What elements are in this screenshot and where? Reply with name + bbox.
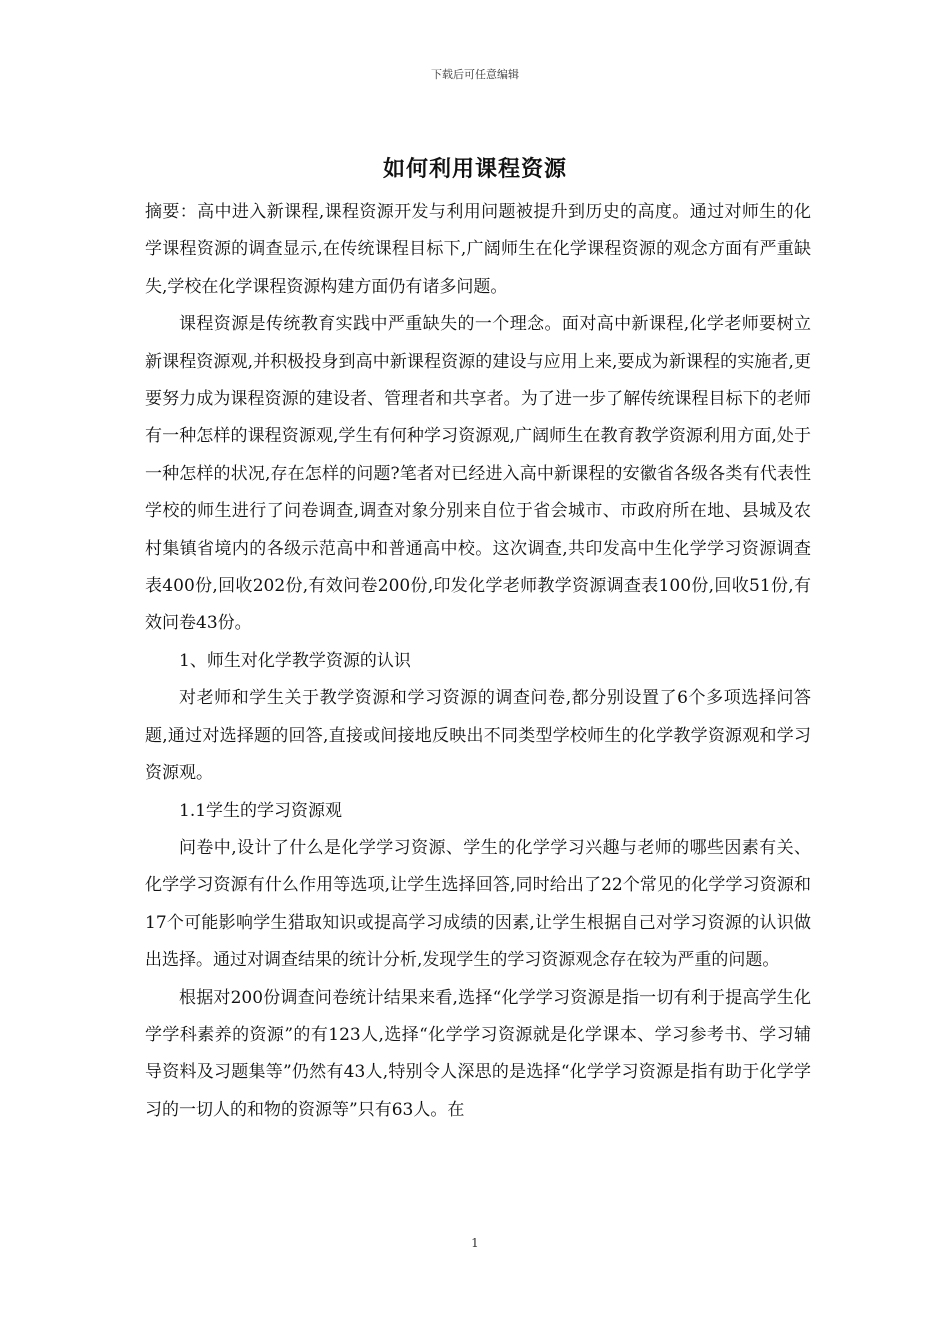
document-body (145, 194, 811, 1129)
abstract-paragraph: 摘要：高中进入新课程,课程资源开发与利用问题被提升到历史的高度。通过对师生的化学课程资源的调查显示,在传统课程目标下,广阔师生在化学课程资源的观念方面有严重缺失,学校在化学课程资源构建方面仍有诸多问题。 (145, 202, 811, 297)
page-header: 下载后可任意编辑 (431, 68, 519, 81)
page-number: 1 (471, 1236, 479, 1250)
body-paragraph: 根据对200份调查问卷统计结果来看,选择“化学学习资源是指一切有利于提高学生化学学科素养的资源”的有123人,选择“化学学习资源就是化学课本、学习参考书、学习辅导资料及习题集等”仍然有43人,特别令人深思的是选择“化学学习资源是指有助于化学学习的一切人的和物的资源等”只有63人。在 (145, 987, 811, 1120)
body-paragraph: 问卷中,设计了什么是化学学习资源、学生的化学学习兴趣与老师的哪些因素有关、化学学习资源有什么作用等选项,让学生选择回答,同时给出了22个常见的化学学习资源和17个可能影响学生猎取知识或提高学习成绩的因素,让学生根据自己对学习资源的认识做出选择。通过对调查结果的统计分析,发现学生的学习资源观念存在较为严重的问题。 (145, 837, 811, 971)
document-title: 如何利用课程资源 (382, 156, 567, 182)
subsection-heading: 1.1学生的学习资源观 (179, 800, 343, 821)
body-paragraph: 对老师和学生关于教学资源和学习资源的调查问卷,都分别设置了6个多项选择问答题,通过对选择题的回答,直接或间接地反映出不同类型学校师生的化学教学资源观和学习资源观。 (145, 688, 811, 784)
body-paragraph: 课程资源是传统教育实践中严重缺失的一个理念。面对高中新课程,化学老师要树立新课程资源观,并积极投身到高中新课程资源的建设与应用上来,要成为新课程的实施者,更要努力成为课程资源的建设者、管理者和共享者。为了进一步了解传统课程目标下的老师有一种怎样的课程资源观,学生有何种学习资源观,广阔师生在教育教学资源利用方面,处于一种怎样的状况,存在怎样的问题?笔者对已经进入高中新课程的安徽省各级各类有代表性学校的师生进行了问卷调查,调查对象分别来自位于省会城市、市政府所在地、县城及农村集镇省境内的各级示范高中和普通高中校。这次调查,共印发高中生化学学习资源调查表400份,回收202份,有效问卷200份,印发化学老师教学资源调查表100份,回收51份,有效问卷43份。 (145, 314, 811, 634)
section-heading: 1、师生对化学教学资源的认识 (179, 650, 411, 671)
